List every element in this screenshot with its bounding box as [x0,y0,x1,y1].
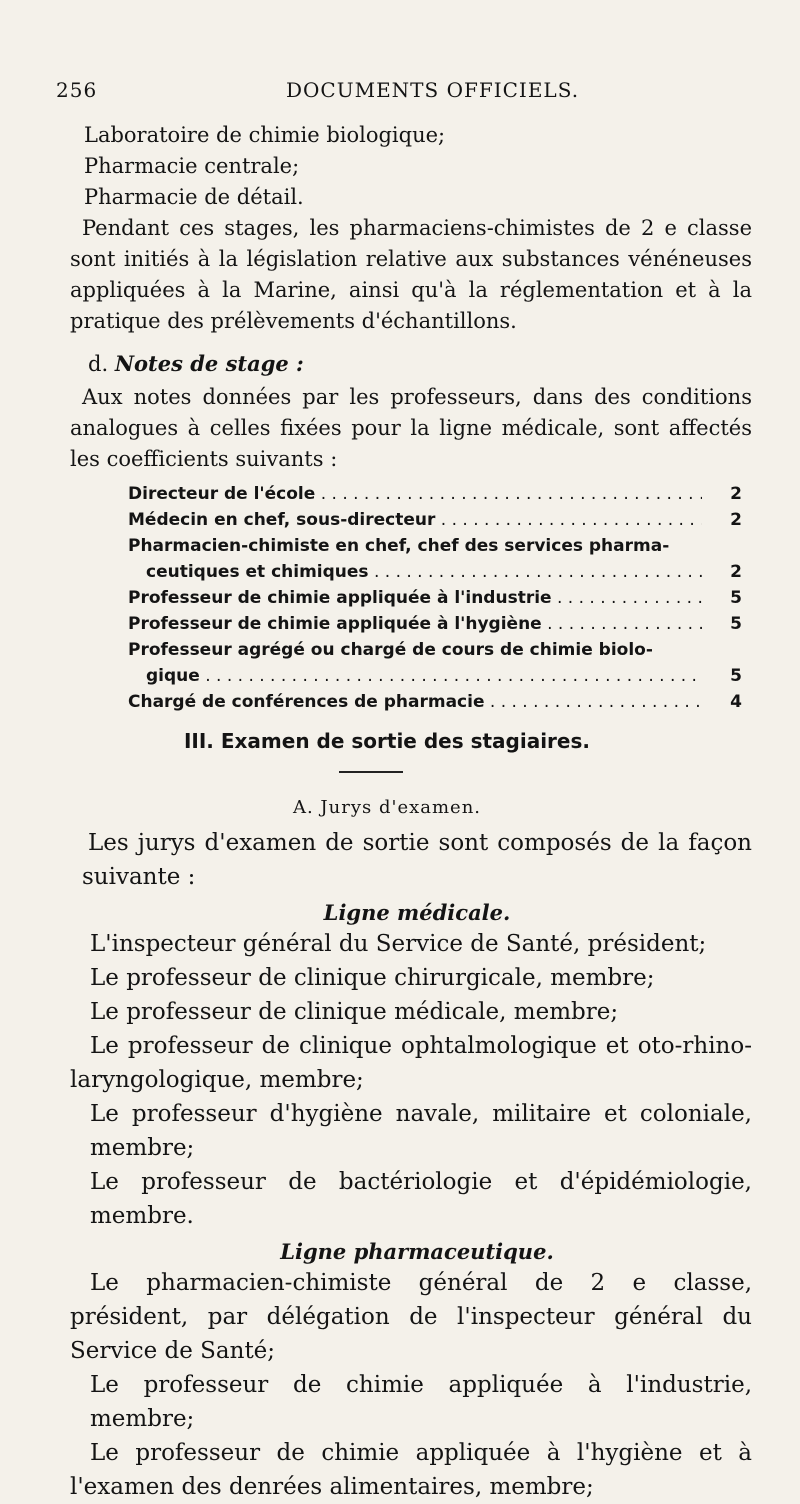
list-item: L'inspecteur général du Service de Santé, président; [90,931,707,957]
list-item: Le pharmacien-chimiste général de 2 e classe, président, par délégation de l'inspecteur général du Service de Santé; [70,1270,752,1364]
table-row [128,559,742,585]
page-number: 256 [56,78,98,102]
list-item: Pharmacie de détail. [84,185,304,209]
list-item: Laboratoire de chimie biologique; [84,123,446,147]
notes-heading [88,351,752,376]
row-label: Professeur de chimie appliquée à l'hygiène . . . [128,611,702,637]
row-value: 2 [730,484,742,504]
page-body [70,120,752,1504]
list-item: Le professeur d'hygiène navale, militaire et coloniale, membre; [90,1101,752,1161]
table-row [128,689,742,715]
table-row [128,611,742,637]
list-item: Le professeur de chimie appliquée à l'hygiène et à l'examen des denrées alimentaires, membre; [70,1440,752,1500]
row-value: 5 [730,666,742,686]
row-value: 2 [730,510,742,530]
row-label: Directeur de l'école . . . [128,481,702,507]
stages-paragraph: Pendant ces stages, les pharmaciens-chimistes de 2 e classe sont initiés à la législation relative aux substances vénéneuses appliquées à la Marine, ainsi qu'à la réglementation et à la pratique des prélèvements d'échantillons. [70,216,752,333]
pharma-heading: Ligne pharmaceutique. [280,1239,554,1264]
row-label: Médecin en chef, sous-directeur . . . [128,507,702,533]
notes-letter: d. [88,352,109,376]
row-label: Professeur de chimie appliquée à l'industrie . . . [128,585,702,611]
list-item: Le professeur de chimie appliquée à l'industrie, membre; [90,1372,752,1432]
running-title: DOCUMENTS OFFICIELS. [286,78,580,102]
row-label: ceutiques et chimiques . . . [146,559,702,585]
table-row [128,533,742,559]
table-row [128,481,742,507]
list-item: Le professeur de clinique médicale, membre; [90,999,619,1025]
divider [339,771,403,773]
medical-heading: Ligne médicale. [323,900,511,925]
table-row [128,663,742,689]
row-value: 5 [730,614,742,634]
subsection-heading: A. Jurys d'examen. [292,797,482,818]
row-label: Professeur agrégé ou chargé de cours de chimie biolo- [128,640,653,660]
table-row [128,585,742,611]
notes-paragraph: Aux notes données par les professeurs, dans des conditions analogues à celles fixées pour la ligne médicale, sont affectés les coefficients suivants : [70,385,752,471]
section-heading: III. Examen de sortie des stagiaires. [183,729,590,753]
row-label: gique . . . [146,663,702,689]
row-label: Pharmacien-chimiste en chef, chef des services pharma- [128,536,670,556]
row-value: 2 [730,562,742,582]
list-item: Pharmacie centrale; [84,154,300,178]
table-row [128,637,742,663]
jurys-intro: Les jurys d'examen de sortie sont composés de la façon suivante : [82,830,752,890]
row-label: Chargé de conférences de pharmacie . . . [128,689,702,715]
list-item: Le professeur de clinique chirurgicale, membre; [90,965,655,991]
row-value: 4 [730,692,742,712]
list-item: Le professeur de clinique ophtalmologique et oto-rhino-laryngologique, membre; [70,1033,752,1093]
row-value: 5 [730,588,742,608]
table-row [128,507,742,533]
notes-title: Notes de stage : [114,351,304,376]
coefficient-table [128,481,742,715]
list-item: Le professeur de bactériologie et d'épidémiologie, membre. [90,1169,752,1229]
